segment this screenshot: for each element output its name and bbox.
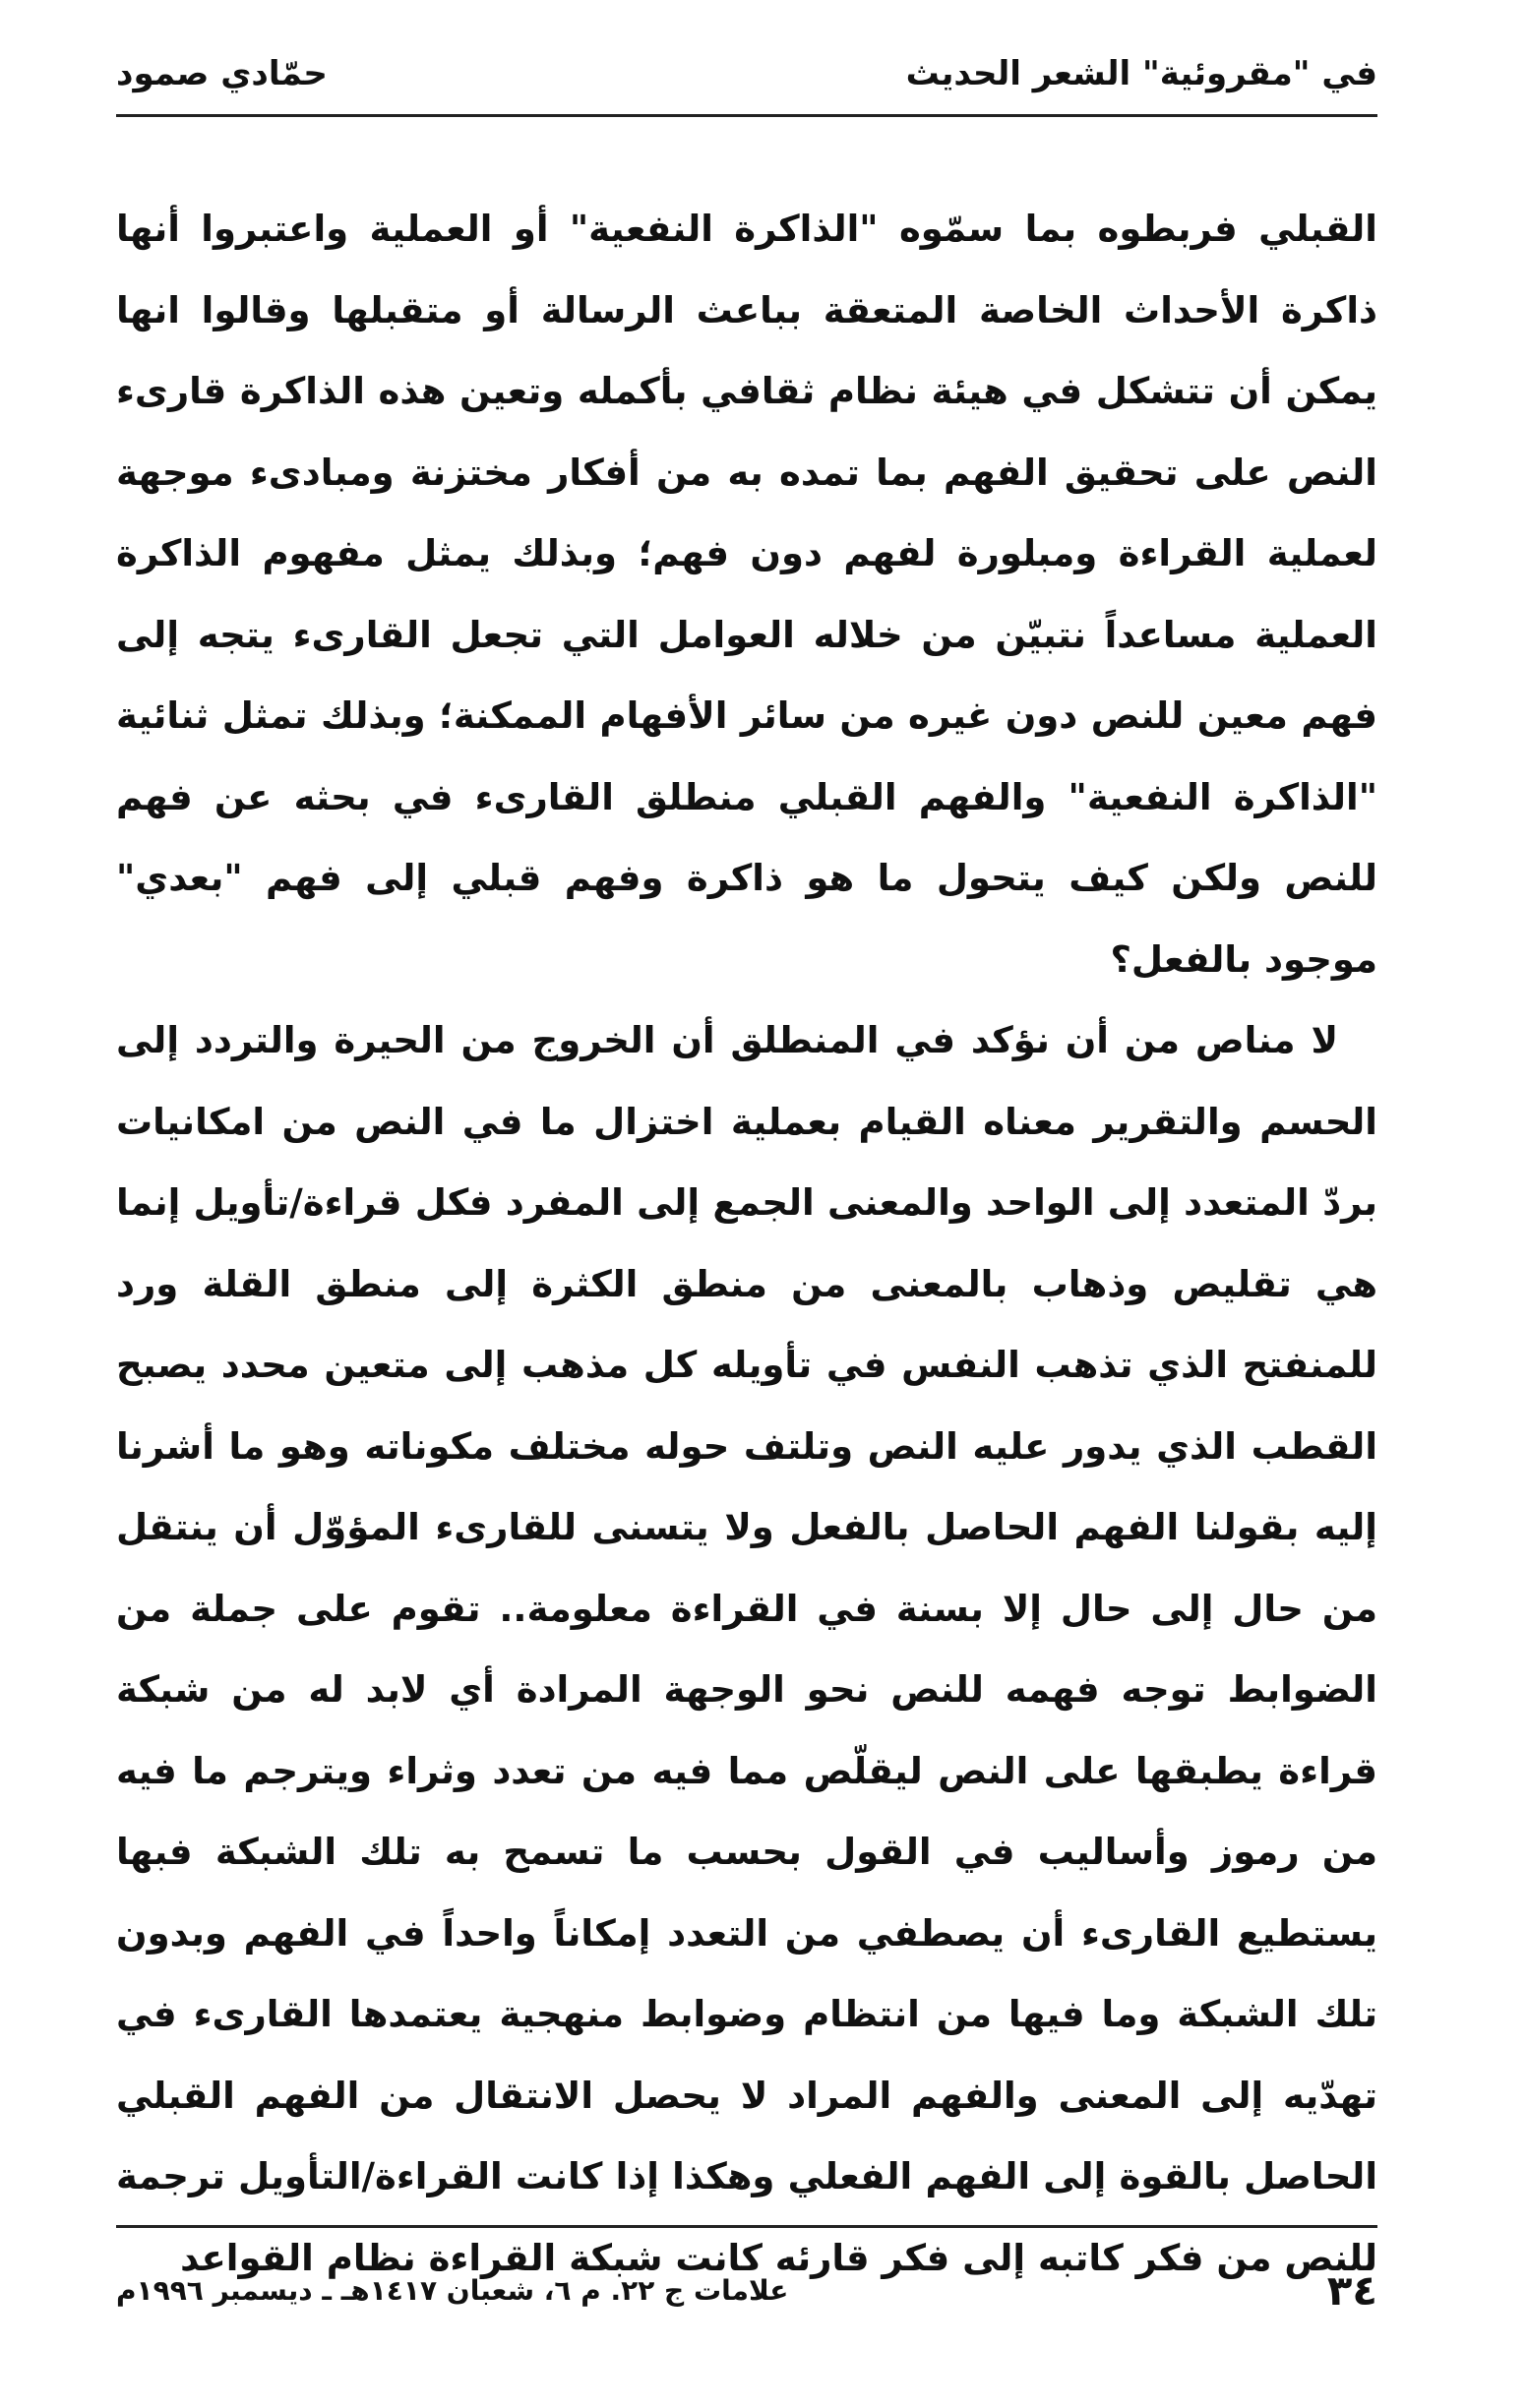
body-paragraph: القبلي فربطوه بما سمّوه "الذاكرة النفعية" أو العملية واعتبروا أنها ذاكرة الأحداث الخاصة المتعقة بباعث الرسالة أو متقبلها وقالوا انها يمكن أن تتشكل في هيئة نظام ثقافي بأكمله وتعين هذه الذاكرة قارىء النص على تحقيق الفهم بما تمده به من أفكار مختزنة ومبادىء موجهة لعملية القراءة ومبلورة لفهم دون فهم؛ وبذلك يمثل مفهوم الذاكرة العملية مساعداً نتبيّن من خلاله العوامل التي تجعل القارىء يتجه إلى فهم معين للنص دون غيره من سائر الأفهام الممكنة؛ وبذلك تمثل ثنائية "الذاكرة النفعية" والفهم القبلي منطلق القارىء في بحثه عن فهم للنص ولكن كيف يتحول ما هو ذاكرة وفهم قبلي إلى فهم "بعدي" موجود بالفعل؟ xyxy=(116,208,1377,981)
article-body xyxy=(116,189,1377,2299)
running-footer xyxy=(116,2260,1377,2319)
journal-info: علامات ج ٢٢. م ٦، شعبان ١٤١٧هـ ـ ديسمبر ١٩٩٦م xyxy=(116,2273,789,2307)
header-author: حمّادي صمود xyxy=(116,54,328,93)
header-title: في "مقروئية" الشعر الحديث xyxy=(905,54,1377,93)
header-divider xyxy=(116,114,1377,117)
footer-divider xyxy=(116,2225,1377,2228)
page-number: ٣٤ xyxy=(1326,2265,1377,2315)
body-paragraph: لا مناص من أن نؤكد في المنطلق أن الخروج من الحيرة والتردد إلى الحسم والتقرير معناه القيام بعملية اختزال ما في النص من امكانيات بردّ المتعدد إلى الواحد والمعنى الجمع إلى المفرد فكل قراءة/تأويل إنما هي تقليص وذهاب بالمعنى من منطق الكثرة إلى منطق القلة ورد للمنفتح الذي تذهب النفس في تأويله كل مذهب إلى متعين محدد يصبح القطب الذي يدور عليه النص وتلتف حوله مختلف مكوناته وهو ما أشرنا إليه بقولنا الفهم الحاصل بالفعل ولا يتسنى للقارىء المؤوّل أن ينتقل من حال إلى حال إلا بسنة في القراءة معلومة.. تقوم على جملة من الضوابط توجه فهمه للنص نحو الوجهة المرادة أي لابد له من شبكة قراءة يطبقها على النص ليقلّص مما فيه من تعدد وثراء ويترجم ما فيه من رموز وأساليب في القول بحسب ما تسمح به تلك الشبكة فبها يستطيع القارىء أن يصطفي من التعدد إمكاناً واحداً في الفهم وبدون تلك الشبكة وما فيها من انتظام وضوابط منهجية يعتمدها القارىء في تهدّيه إلى المعنى والفهم المراد لا يحصل الانتقال من الفهم القبلي الحاصل بالقوة إلى الفهم الفعلي وهكذا إذا كانت القراءة/التأويل ترجمة للنص من فكر كاتبه إلى فكر قارئه كانت شبكة القراءة نظام القواعد xyxy=(116,1019,1377,2279)
running-header xyxy=(116,39,1377,108)
